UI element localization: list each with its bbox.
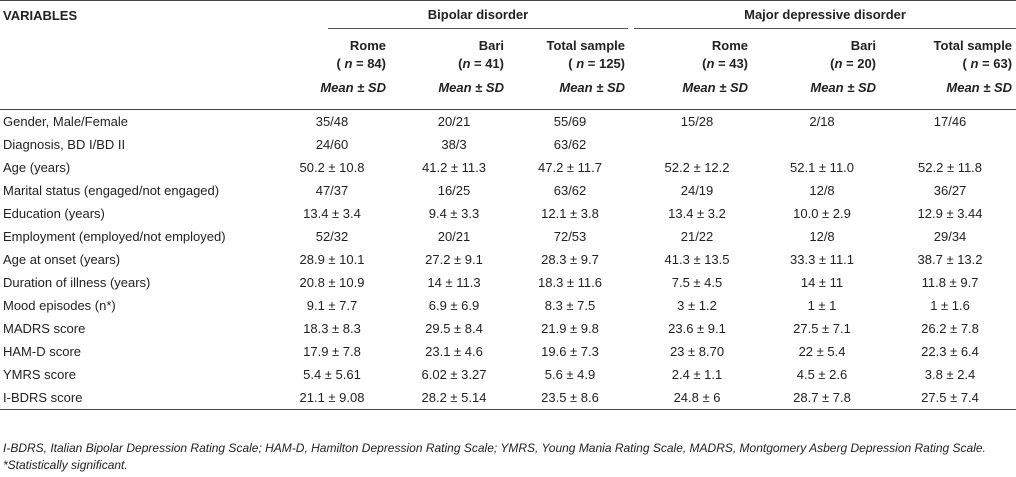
- row-label: Age at onset (years): [3, 252, 121, 267]
- table-cell: 50.2 ± 10.8: [299, 160, 365, 175]
- table-cell: 13.4 ± 3.2: [668, 206, 726, 221]
- table-cell: 28.9 ± 10.1: [299, 252, 365, 267]
- table-cell: 22.3 ± 6.4: [921, 344, 979, 359]
- table-cell: 11.8 ± 9.7: [921, 275, 979, 290]
- table-cell: 3 ± 1.2: [677, 298, 717, 313]
- table-cell: 14 ± 11: [800, 275, 844, 290]
- table-row: [0, 363, 1016, 386]
- table-cell: 52.2 ± 12.2: [664, 160, 730, 175]
- table-row: [0, 179, 1016, 202]
- row-label: YMRS score: [3, 367, 76, 382]
- table-cell: 1 ± 1.6: [930, 298, 970, 313]
- row-label: Gender, Male/Female: [3, 114, 129, 129]
- col-header: Rome ( n = 84) Mean ± SD: [320, 38, 386, 95]
- table-cell: 52/32: [315, 229, 349, 244]
- table-cell: 18.3 ± 11.6: [538, 275, 602, 290]
- table-cell: 21.1 ± 9.08: [268, 386, 396, 410]
- table-cell: 63/62: [553, 137, 587, 152]
- table-cell: 13.4 ± 3.4: [303, 206, 361, 221]
- table-cell: 29.5 ± 8.4: [425, 321, 483, 336]
- table-cell: 9.1 ± 7.7: [306, 298, 358, 313]
- row-label: HAM-D score: [3, 344, 82, 359]
- table-cell: 35/48: [315, 114, 349, 129]
- table-cell: 7.5 ± 4.5: [671, 275, 723, 290]
- table-cell: 9.4 ± 3.3: [428, 206, 480, 221]
- table-cell: 17/46: [933, 114, 967, 129]
- col-header: Rome (n = 43) Mean ± SD: [682, 38, 749, 95]
- table-cell: 5.4 ± 5.61: [303, 367, 361, 382]
- table-cell: 2.4 ± 1.1: [671, 367, 723, 382]
- table-cell: 16/25: [437, 183, 471, 198]
- table-cell: 19.6 ± 7.3: [541, 344, 599, 359]
- table-cell: 8.3 ± 7.5: [544, 298, 596, 313]
- table-cell: 55/69: [553, 114, 587, 129]
- table-cell: 6.02 ± 3.27: [421, 367, 487, 382]
- table-cell: 52.1 ± 11.0: [790, 160, 855, 175]
- group-header-row: [0, 1, 1016, 30]
- table-cell: 47/37: [315, 183, 349, 198]
- table-cell: 24/19: [680, 183, 714, 198]
- table-row: [0, 386, 1016, 410]
- table-cell: 12.1 ± 3.8: [541, 206, 599, 221]
- table-cell: 28.2 ± 5.14: [396, 386, 512, 410]
- row-label: Diagnosis, BD I/BD II: [3, 137, 126, 152]
- row-label: MADRS score: [3, 321, 86, 336]
- table-cell: 5.6 ± 4.9: [544, 367, 596, 382]
- table-cell: 23.6 ± 9.1: [668, 321, 726, 336]
- table-cell: 38.7 ± 13.2: [917, 252, 983, 267]
- table-cell: 12/8: [809, 183, 835, 198]
- table-cell: 1 ± 1: [807, 298, 837, 313]
- table-cell: 14 ± 11.3: [427, 275, 481, 290]
- table-cell: 15/28: [680, 114, 714, 129]
- table-body: [0, 110, 1016, 410]
- table-row: [0, 340, 1016, 363]
- table-cell: 20/21: [437, 229, 471, 244]
- row-label: Age (years): [3, 160, 71, 175]
- table-cell: 27.5 ± 7.4: [884, 386, 1016, 410]
- col-header: Bari (n = 41) Mean ± SD: [438, 38, 504, 95]
- table-cell: [884, 133, 1016, 156]
- table-row: [0, 225, 1016, 248]
- table-row: [0, 248, 1016, 271]
- table-row: [0, 133, 1016, 156]
- table-row: [0, 271, 1016, 294]
- row-label: Mood episodes (n*): [3, 298, 116, 313]
- table-cell: [634, 133, 760, 156]
- table-cell: 41.3 ± 13.5: [664, 252, 730, 267]
- table-cell: 18.3 ± 8.3: [303, 321, 361, 336]
- table-cell: 28.3 ± 9.7: [541, 252, 599, 267]
- table-cell: 2/18: [809, 114, 835, 129]
- footnote-significance: *Statistically significant.: [3, 458, 128, 472]
- table-cell: 21.9 ± 9.8: [541, 321, 599, 336]
- table-cell: 29/34: [933, 229, 967, 244]
- table-cell: 27.2 ± 9.1: [425, 252, 483, 267]
- table-row: [0, 317, 1016, 340]
- table-cell: 12.9 ± 3.44: [917, 206, 983, 221]
- variables-heading: VARIABLES: [3, 7, 78, 23]
- col-header: Total sample ( n = 125) Mean ± SD: [546, 38, 626, 95]
- table-cell: [760, 133, 884, 156]
- row-label: Education (years): [3, 206, 105, 221]
- table-cell: 33.3 ± 11.1: [790, 252, 855, 267]
- row-label: Employment (employed/not employed): [3, 229, 226, 244]
- row-label: Duration of illness (years): [3, 275, 151, 290]
- table-cell: 4.5 ± 2.6: [796, 367, 848, 382]
- table-cell: 27.5 ± 7.1: [793, 321, 851, 336]
- table-cell: 6.9 ± 6.9: [428, 298, 480, 313]
- table-cell: 20.8 ± 10.9: [299, 275, 365, 290]
- table-cell: 23.5 ± 8.6: [512, 386, 628, 410]
- table-cell: 23 ± 8.70: [669, 344, 725, 359]
- table-cell: 21/22: [680, 229, 714, 244]
- col-header: Bari (n = 20) Mean ± SD: [810, 38, 877, 95]
- table-cell: 23.1 ± 4.6: [425, 344, 483, 359]
- table-cell: 52.2 ± 11.8: [918, 160, 983, 175]
- mdd-group-heading: Major depressive disorder: [634, 1, 1016, 30]
- table-cell: 28.7 ± 7.8: [760, 386, 884, 410]
- table-cell: 63/62: [553, 183, 587, 198]
- table-cell: 12/8: [809, 229, 835, 244]
- column-header-row: [0, 29, 1016, 110]
- table-cell: 38/3: [441, 137, 467, 152]
- table-cell: 47.2 ± 11.7: [538, 160, 602, 175]
- table-cell: 72/53: [553, 229, 587, 244]
- table-cell: 36/27: [933, 183, 967, 198]
- footnote-abbreviations: I-BDRS, Italian Bipolar Depression Rating Scale; HAM-D, Hamilton Depression Rating Scale; YMRS, Young Mania Rating Scale, MADRS, Montgomery Asberg Depression Rating Scale.: [3, 441, 986, 455]
- table-cell: 24/60: [315, 137, 349, 152]
- table-cell: 17.9 ± 7.8: [303, 344, 361, 359]
- table-row: [0, 294, 1016, 317]
- table-cell: 24.8 ± 6: [634, 386, 760, 410]
- row-label: Marital status (engaged/not engaged): [3, 183, 220, 198]
- table-cell: 26.2 ± 7.8: [921, 321, 979, 336]
- table-row: [0, 202, 1016, 225]
- table-cell: 10.0 ± 2.9: [793, 206, 851, 221]
- col-header: Total sample ( n = 63) Mean ± SD: [933, 38, 1013, 95]
- table-cell: 20/21: [437, 114, 471, 129]
- table-row: [0, 110, 1016, 134]
- row-label: I-BDRS score: [0, 386, 268, 410]
- table-cell: 3.8 ± 2.4: [924, 367, 976, 382]
- table-cell: 41.2 ± 11.3: [422, 160, 486, 175]
- table-row: [0, 156, 1016, 179]
- table-cell: 22 ± 5.4: [798, 344, 846, 359]
- bipolar-group-heading: Bipolar disorder: [268, 1, 628, 30]
